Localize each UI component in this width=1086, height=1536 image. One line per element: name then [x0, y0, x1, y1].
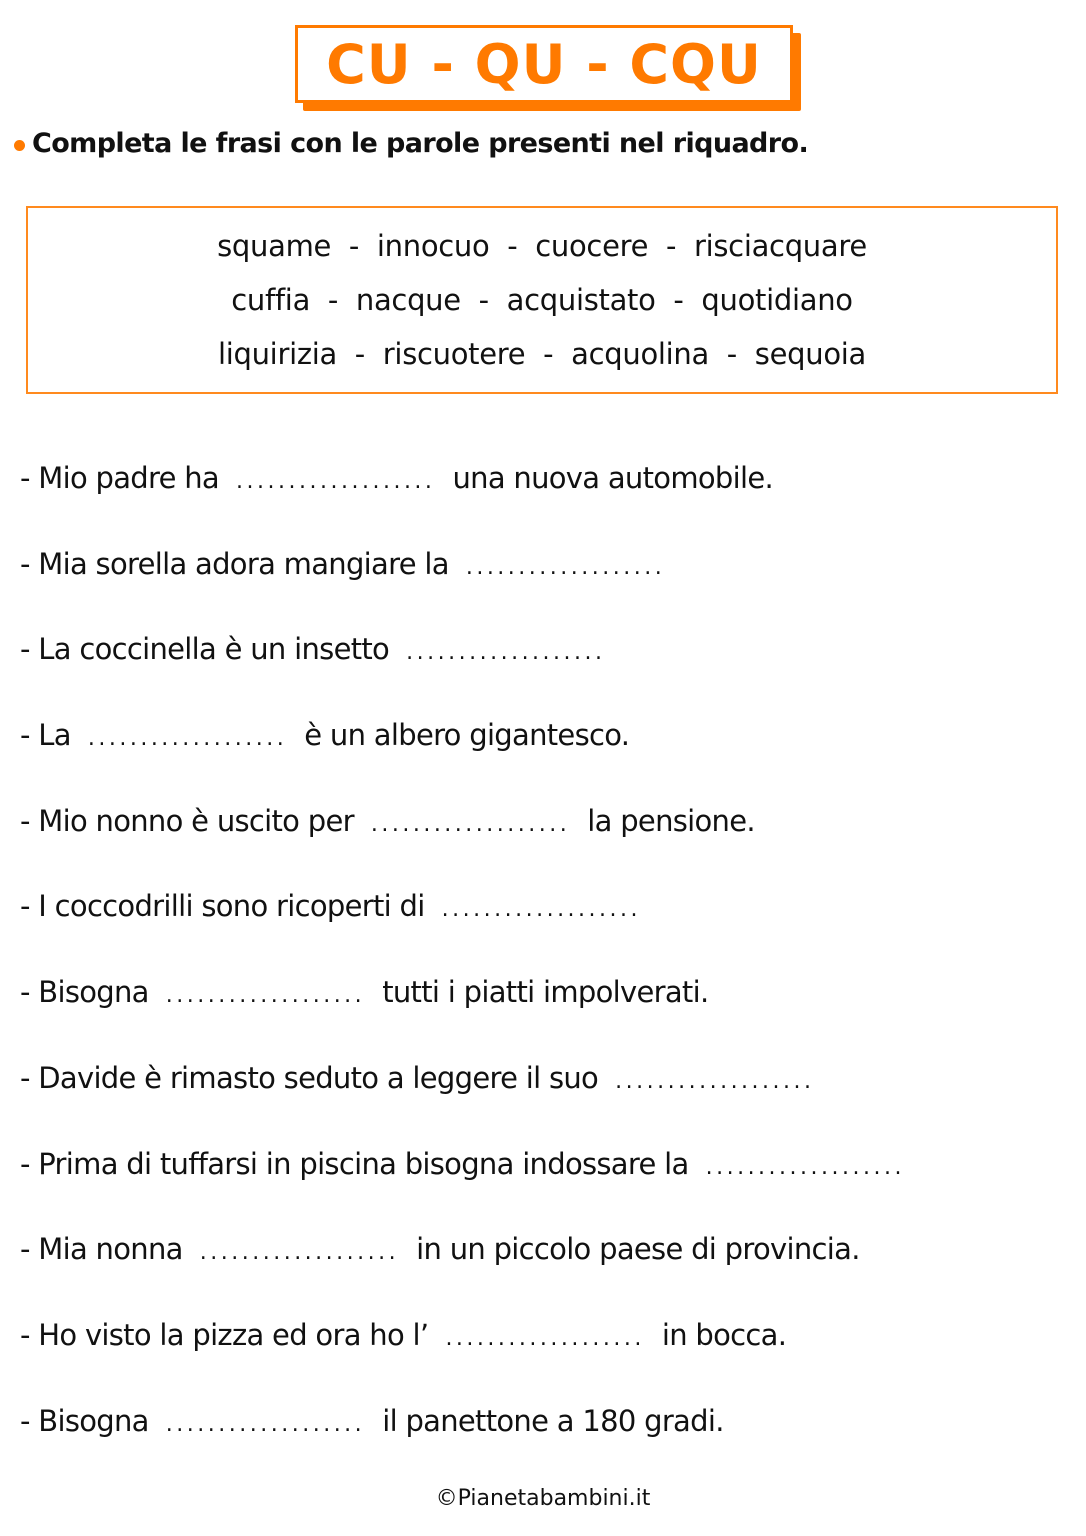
instruction-text: Completa le frasi con le parole presenti nel riquadro.: [32, 128, 809, 159]
blank-field[interactable]: ...................: [199, 1240, 400, 1266]
blank-field[interactable]: ...................: [165, 1411, 366, 1437]
sentence-after: il panettone a 180 gradi.: [365, 1403, 724, 1438]
blank-field[interactable]: ...................: [370, 811, 571, 837]
word-row: liquirizia - riscuotere - acquolina - sequoia: [217, 337, 867, 371]
sentence: [20, 626, 1080, 712]
sentence: [20, 1312, 1080, 1398]
sentence: [20, 455, 1080, 541]
sentence-after: è un albero gigantesco.: [287, 718, 630, 753]
blank-field[interactable]: ...................: [236, 469, 436, 494]
word-box: [26, 206, 1058, 394]
title-box: [295, 25, 793, 103]
bullet-icon: [14, 140, 25, 151]
sentence-after: la pensione.: [570, 803, 755, 838]
sentence-before: - Prima di tuffarsi in piscina bisogna indossare la: [20, 1146, 706, 1181]
sentence-after: tutti i piatti impolverati.: [365, 975, 709, 1010]
word-row: cuffia - nacque - acquistato - quotidiano: [231, 283, 853, 317]
page-title: CU - QU - CQU: [326, 32, 762, 96]
sentence-before: - La: [20, 718, 88, 753]
sentence: [20, 541, 1080, 627]
sentence-before: - Mio padre ha: [20, 461, 237, 495]
sentence: [20, 1141, 1080, 1227]
instruction: [14, 128, 808, 159]
sentence-after: in un piccolo paese di provincia.: [399, 1232, 860, 1267]
blank-field[interactable]: ...................: [705, 1154, 905, 1180]
sentence-before: - Bisogna: [20, 975, 166, 1010]
sentence: [20, 1226, 1080, 1312]
sentence-before: - Bisogna: [20, 1403, 166, 1438]
blank-field[interactable]: ...................: [406, 640, 606, 666]
sentence-after: una nuova automobile.: [435, 461, 774, 495]
sentence: [20, 969, 1080, 1055]
blank-field[interactable]: ...................: [441, 897, 642, 923]
blank-field[interactable]: ...................: [615, 1068, 815, 1094]
word-row: squame - innocuo - cuocere - risciacquare: [217, 229, 867, 263]
sentence-before: - Ho visto la pizza ed ora ho l’: [20, 1317, 446, 1352]
blank-field[interactable]: ...................: [165, 983, 366, 1009]
sentence: [20, 1055, 1080, 1141]
sentence-before: - Mio nonno è uscito per: [20, 803, 371, 838]
blank-field[interactable]: ...................: [87, 726, 288, 752]
title-banner: [295, 25, 801, 111]
footer-credit: ©Pianetabambini.it: [435, 1486, 651, 1511]
sentence-before: - Mia nonna: [20, 1232, 200, 1267]
sentence: [20, 798, 1080, 884]
sentence-before: - I coccodrilli sono ricoperti di: [20, 889, 442, 924]
sentence-before: - La coccinella è un insetto: [20, 632, 407, 667]
blank-field[interactable]: ...................: [465, 554, 666, 580]
blank-field[interactable]: ...................: [445, 1325, 645, 1351]
sentence: [20, 1398, 1080, 1484]
sentence-before: - Mia sorella adora mangiare la: [20, 546, 466, 581]
sentence-list: [20, 455, 1080, 1483]
sentence: [20, 712, 1080, 798]
sentence-after: in bocca.: [644, 1317, 787, 1352]
sentence: [20, 883, 1080, 969]
sentence-before: - Davide è rimasto seduto a leggere il suo: [20, 1060, 616, 1095]
